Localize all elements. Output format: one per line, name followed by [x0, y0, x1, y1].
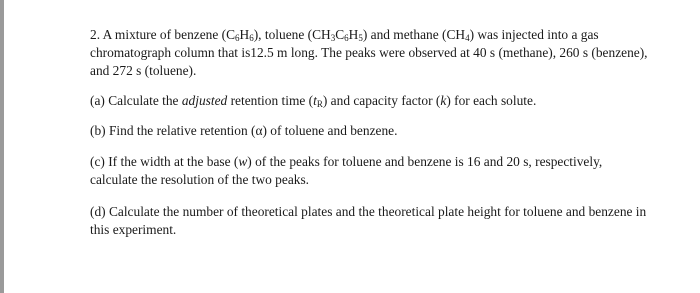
- question-block: [90, 26, 650, 239]
- part-d: (d) Calculate the number of theoretical plates and the theoretical plate height for toluene and benzene in this experiment.: [90, 204, 647, 237]
- page-edge-strip: [0, 0, 4, 293]
- part-b: (b) Find the relative retention (α) of toluene and benzene.: [90, 123, 398, 138]
- part-a: (a) Calculate the adjusted retention time $(t_R)$ and capacity factor (k) for each solute.: [90, 93, 537, 109]
- question-number: 2.: [90, 27, 101, 42]
- question-intro: 2. A mixture of benzene $(C_6H_6)$, toluene $(CH_3C_6H_5)$ and methane $(CH_4)$ was injected into a gas chromatograph column that is12.5 m long. The peaks were observed at 40 s (methane), 260 s (benzene), and 272 s (toluene).: [90, 27, 648, 78]
- part-c: (c) If the width at the base (w) of the peaks for toluene and benzene is 16 and 20 s, respectively, calculate the resolution of the two peaks.: [90, 154, 603, 187]
